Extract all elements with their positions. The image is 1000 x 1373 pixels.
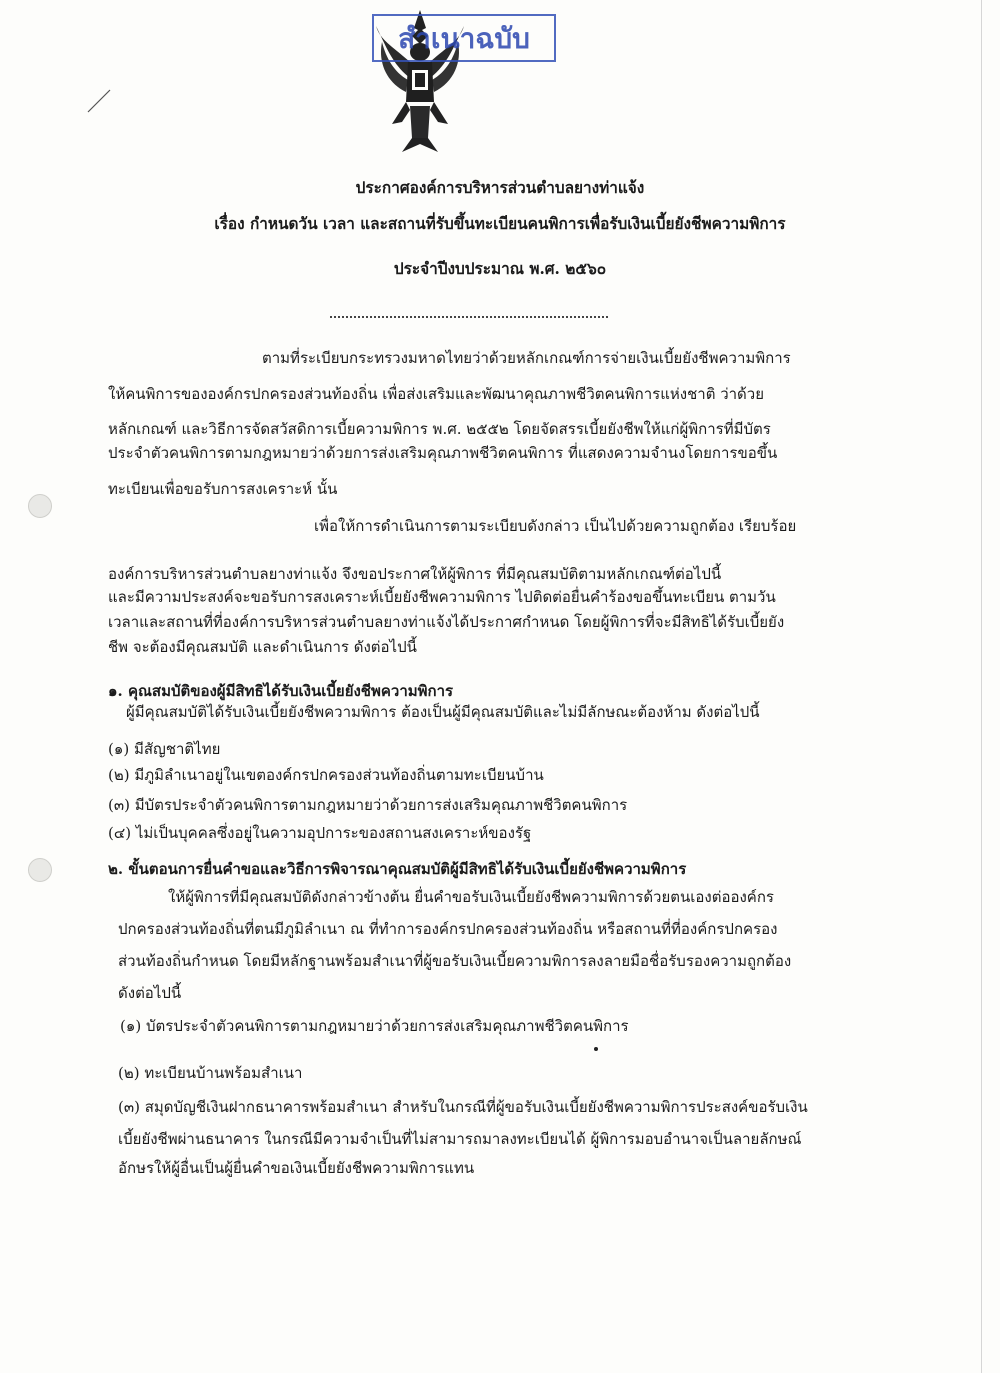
document-item-3-line: (๓) สมุดบัญชีเงินฝากธนาคารพร้อมสำเนา สำหรับในกรณีที่ผู้ขอรับเงินเบี้ยยังชีพความพิการประสงค์ขอรับเงิน <box>118 1098 808 1116</box>
purpose-line: ชีพ จะต้องมีคุณสมบัติ และดำเนินการ ดังต่อไปนี้ <box>108 638 417 656</box>
intro-line: ให้คนพิการขององค์กรปกครองส่วนท้องถิ่น เพื่อส่งเสริมและพัฒนาคุณภาพชีวิตคนพิการแห่งชาติ ว่าด้วย <box>108 385 765 403</box>
announcement-subject: เรื่อง กำหนดวัน เวลา และสถานที่รับขึ้นทะเบียนคนพิการเพื่อรับเงินเบี้ยยังชีพความพิการ <box>214 214 786 233</box>
section-2-line: ให้ผู้พิการที่มีคุณสมบัติดังกล่าวข้างต้น ยื่นคำขอรับเงินเบี้ยยังชีพความพิการด้วยตนเองต่อองค์กร <box>168 888 774 906</box>
section-2-line: ส่วนท้องถิ่นกำหนด โดยมีหลักฐานพร้อมสำเนาที่ผู้ขอรับเงินเบี้ยความพิการลงลายมือชื่อรับรองความถูกต้อง <box>118 952 792 970</box>
page-edge <box>981 0 982 1373</box>
document-item-3-line: อักษรให้ผู้อื่นเป็นผู้ยื่นคำขอเงินเบี้ยยังชีพความพิการแทน <box>118 1159 475 1177</box>
intro-line: ประจำตัวคนพิการตามกฎหมายว่าด้วยการส่งเสริมคุณภาพชีวิตคนพิการ ที่แสดงความจำนงโดยการขอขึ้น <box>108 444 778 462</box>
purpose-line: เวลาและสถานที่ที่องค์การบริหารส่วนตำบลยางท่าแจ้งได้ประกาศกำหนด โดยผู้พิการที่จะมีสิทธิได้รับเบี้ยยัง <box>108 613 785 631</box>
document-item: (๑) บัตรประจำตัวคนพิการตามกฎหมายว่าด้วยการส่งเสริมคุณภาพชีวิตคนพิการ <box>120 1017 629 1035</box>
section-1-lead: ผู้มีคุณสมบัติได้รับเงินเบี้ยยังชีพความพิการ ต้องเป็นผู้มีคุณสมบัติและไม่มีลักษณะต้องห้าม ดังต่อไปนี้ <box>126 703 760 721</box>
punch-hole <box>28 858 52 882</box>
purpose-line: และมีความประสงค์จะขอรับการสงเคราะห์เบี้ยยังชีพความพิการ ไปติดต่อยื่นคำร้องขอขึ้นทะเบียน ตามวัน <box>108 588 776 606</box>
announcement-title: ประกาศองค์การบริหารส่วนตำบลยางท่าแจ้ง <box>355 178 645 197</box>
qualification-item: (๑) มีสัญชาติไทย <box>108 740 221 758</box>
divider-dotted <box>330 316 608 318</box>
document-item-3-line: เบี้ยยังชีพผ่านธนาคาร ในกรณีมีความจำเป็นที่ไม่สามารถมาลงทะเบียนได้ ผู้พิการมอบอำนาจเป็นลายลักษณ์ <box>118 1130 802 1148</box>
qualification-item: (๔) ไม่เป็นบุคคลซึ่งอยู่ในความอุปการะของสถานสงเคราะห์ของรัฐ <box>108 824 532 842</box>
copy-stamp: สำเนาฉบับ <box>372 14 556 62</box>
section-2-heading: ๒. ขั้นตอนการยื่นคำขอและวิธีการพิจารณาคุณสมบัติผู้มีสิทธิได้รับเงินเบี้ยยังชีพความพิการ <box>108 860 687 878</box>
purpose-line: เพื่อให้การดำเนินการตามระเบียบดังกล่าว เป็นไปด้วยความถูกต้อง เรียบร้อย <box>314 517 797 535</box>
document-item: (๒) ทะเบียนบ้านพร้อมสำเนา <box>118 1064 303 1082</box>
intro-line: ทะเบียนเพื่อขอรับการสงเคราะห์ นั้น <box>108 480 338 498</box>
qualification-item: (๒) มีภูมิลำเนาอยู่ในเขตองค์กรปกครองส่วนท้องถิ่นตามทะเบียนบ้าน <box>108 766 544 784</box>
section-2-line: ปกครองส่วนท้องถิ่นที่ตนมีภูมิลำเนา ณ ที่ทำการองค์กรปกครองส่วนท้องถิ่น หรือสถานที่ที่องค์กรปกครอง <box>118 920 778 938</box>
qualification-item: (๓) มีบัตรประจำตัวคนพิการตามกฎหมายว่าด้วยการส่งเสริมคุณภาพชีวิตคนพิการ <box>108 796 628 814</box>
ink-speck <box>594 1047 598 1051</box>
section-1-heading: ๑. คุณสมบัติของผู้มีสิทธิได้รับเงินเบี้ยยังชีพความพิการ <box>108 682 454 700</box>
punch-hole <box>28 494 52 518</box>
purpose-line: องค์การบริหารส่วนตำบลยางท่าแจ้ง จึงขอประกาศให้ผู้พิการ ที่มีคุณสมบัติตามหลักเกณฑ์ต่อไปนี้ <box>108 565 722 583</box>
section-2-line: ดังต่อไปนี้ <box>118 984 182 1002</box>
fiscal-year: ประจำปีงบประมาณ พ.ศ. ๒๕๖๐ <box>393 259 607 278</box>
intro-line: ตามที่ระเบียบกระทรวงมหาดไทยว่าด้วยหลักเกณฑ์การจ่ายเงินเบี้ยยังชีพความพิการ <box>262 349 791 367</box>
pen-mark <box>86 86 114 114</box>
intro-line: หลักเกณฑ์ และวิธีการจัดสวัสดิการเบี้ยความพิการ พ.ศ. ๒๕๕๒ โดยจัดสรรเบี้ยยังชีพให้แก่ผู้พิการที่มีบัตร <box>108 420 771 438</box>
